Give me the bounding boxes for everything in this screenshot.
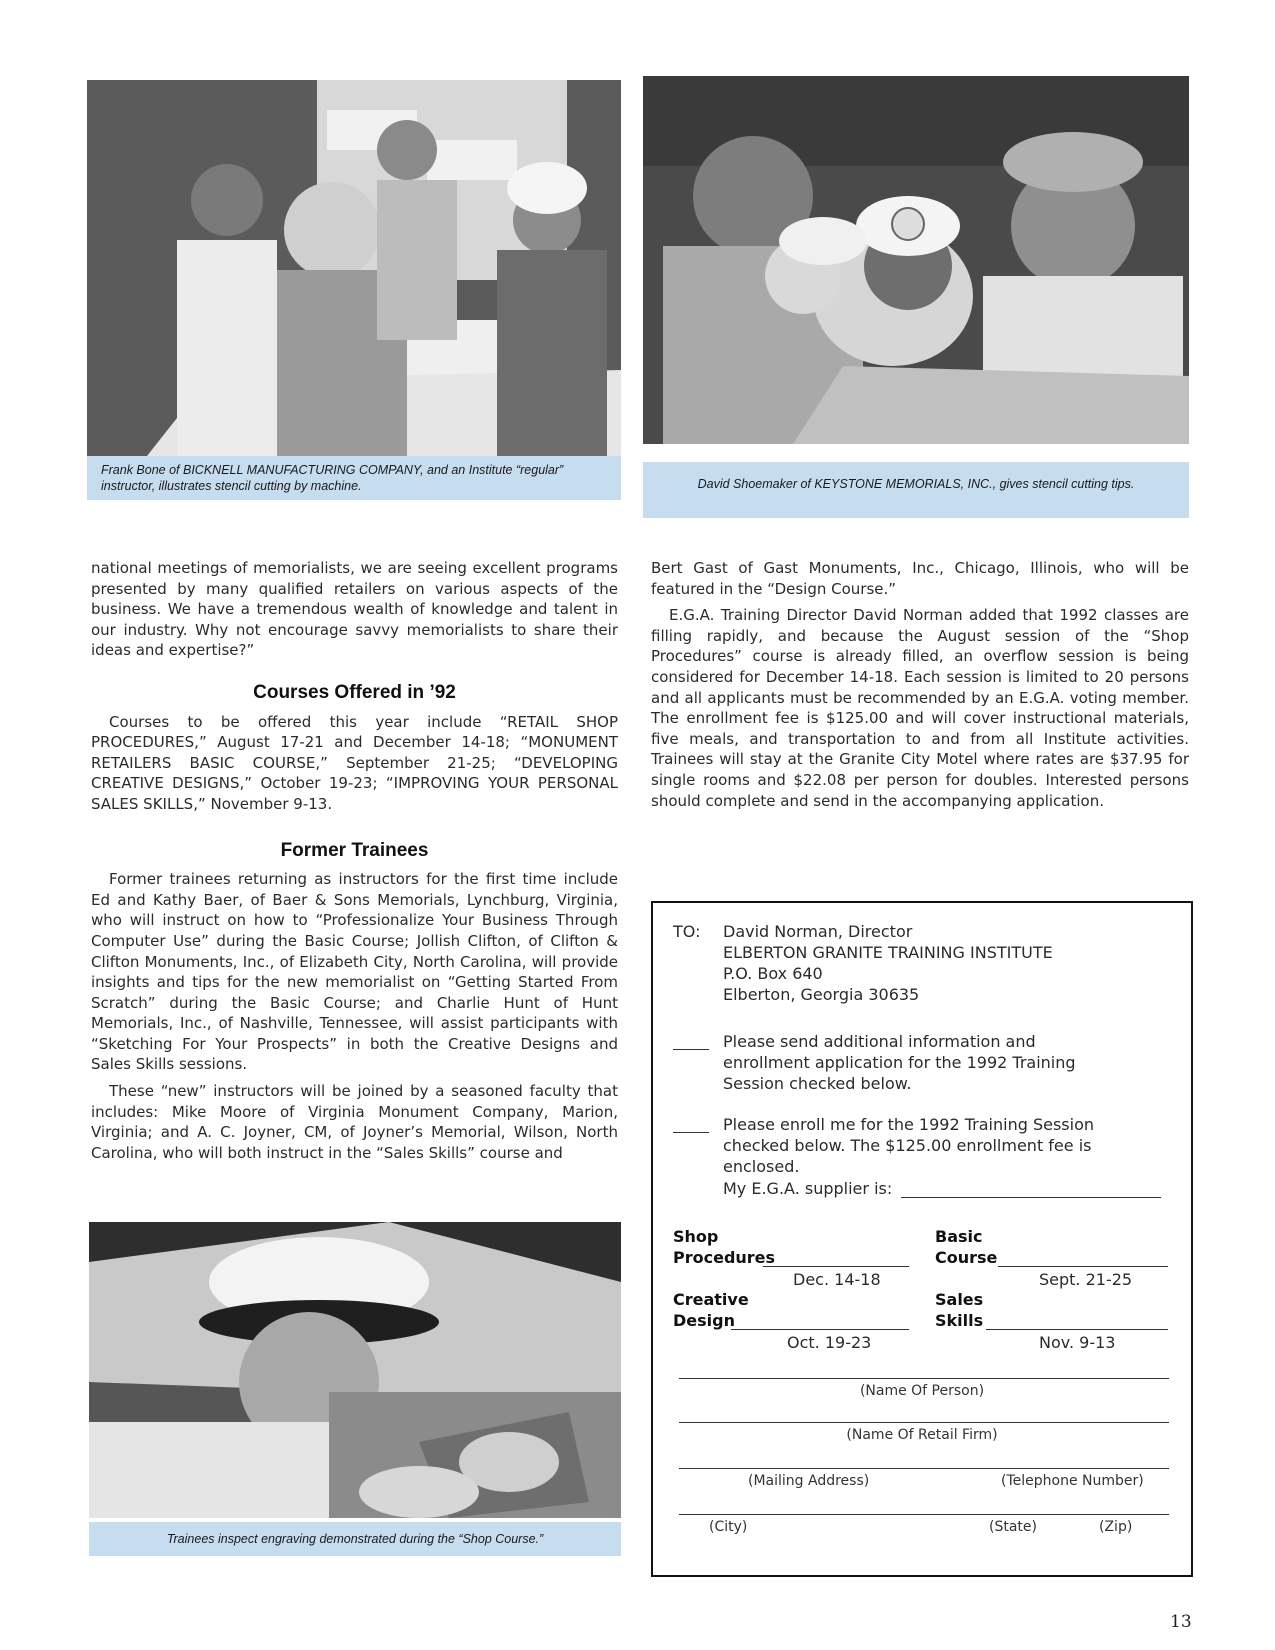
enrollment-form (651, 901, 1193, 1577)
right-paragraph-1: Bert Gast of Gast Monuments, Inc., Chicago, Illinois, who will be featured in the “Design Course.” (651, 559, 1189, 598)
city-state-zip-line[interactable] (679, 1514, 1169, 1515)
trainees-paragraph: Former trainees returning as instructors for the first time include Ed and Kathy Baer, of Baer & Sons Memorials, Lynchburg, Virginia, who will instruct on how to “Professionalize Your Business Through Computer Use” during the Basic Course; Jollish Clifton, of Clifton & Clifton Monuments, Inc., of Elizabeth City, North Carolina, will provide insights and tips for the new memorialist on “Getting Started From Scratch” during the Basic Course; and Charlie Hunt of Hunt Memorials, Inc., of Nashville, Tennessee, will assist participants with “Sketching For Your Prospects” in both the Creative Designs and Sales Skills sessions. (91, 870, 618, 1074)
name-firm-label: (Name Of Retail Firm) (846, 1427, 998, 1443)
faculty-paragraph: These “new” instructors will be joined by a seasoned faculty that includes: Mike Moore of Virginia Monument Company, Marion, Virginia; and A. C. Joyner, CM, of Joyner’s Memorial, Wilson, North Carolina, who will both instruct in the “Sales Skills” course and (91, 1082, 618, 1162)
sales-skills-check-line[interactable] (986, 1329, 1168, 1330)
courses-paragraph: Courses to be offered this year include “RETAIL SHOP PROCEDURES,” August 17-21 and December 14-18; “MONUMENT RETAILERS BASIC COURSE,” September 21-25; “DEVELOPING CREATIVE DESIGNS,” October 19-23; “IMPROVING YOUR PERSONAL SALES SKILLS,” November 9-13. (91, 712, 618, 813)
sales-date: Nov. 9-13 (1039, 1333, 1116, 1352)
heading-courses-offered: Courses Offered in ’92 (253, 681, 456, 703)
shop-label-2: Procedures (673, 1248, 776, 1267)
supplier-label: My E.G.A. supplier is: (723, 1179, 893, 1198)
intro-paragraph: national meetings of memorialists, we are seeing excellent programs presented by many qualified retailers on various aspects of the business. We have a tremendous wealth of knowledge and talent in our industry. Why not encourage savvy memorialists to share their ideas and expertise?” (91, 559, 618, 660)
address-name: David Norman, Director (723, 922, 913, 941)
to-label: TO: (673, 922, 701, 941)
option-info-text: Please send additional information and enrollment application for the 1992 Training Session checked below. (723, 1032, 1076, 1093)
shop-label-1: Shop (673, 1227, 719, 1246)
zip-label: (Zip) (1099, 1519, 1133, 1535)
sales-label-1: Sales (935, 1290, 984, 1309)
name-firm-line[interactable] (679, 1422, 1169, 1423)
creative-date: Oct. 19-23 (787, 1333, 872, 1352)
photo-stencil-tips (643, 76, 1189, 444)
mailing-address-line[interactable] (679, 1468, 1169, 1469)
basic-label-2: Course (935, 1248, 998, 1267)
basic-label-1: Basic (935, 1227, 983, 1246)
caption-text: David Shoemaker of KEYSTONE MEMORIALS, INC., gives stencil cutting tips. (697, 477, 1135, 491)
photo-engraving-inspection (89, 1222, 621, 1518)
caption-text: Frank Bone of BICKNELL MANUFACTURING COMPANY, and an Institute “regular” instructor, illustrates stencil cutting by machine. (101, 463, 564, 493)
right-paragraph-2: E.G.A. Training Director David Norman added that 1992 classes are filling rapidly, and because the August session of the “Shop Procedures” course is already filled, an overflow session is being considered for December 14-18. Each session is limited to 20 persons and all applicants must be recommended by an E.G.A. voting member. The enrollment fee is $125.00 and will cover instructional materials, five meals, and transportation to and from all Institute activities. Trainees will stay at the Granite City Motel where rates are $37.95 for single rooms and $22.08 per person for doubles. Interested persons should complete and send in the accompanying application. (651, 606, 1189, 810)
creative-label-2: Design (673, 1311, 735, 1330)
caption-top-right (643, 462, 1189, 518)
basic-date: Sept. 21-25 (1039, 1270, 1133, 1289)
shop-date: Dec. 14-18 (793, 1270, 881, 1289)
photo-stencil-machine (87, 80, 621, 456)
creative-design-check-line[interactable] (731, 1329, 909, 1330)
caption-text: Trainees inspect engraving demonstrated during the “Shop Course.” (166, 1532, 544, 1546)
name-person-line[interactable] (679, 1378, 1169, 1379)
basic-course-check-line[interactable] (998, 1266, 1168, 1267)
address-city: Elberton, Georgia 30635 (723, 985, 920, 1004)
telephone-label: (Telephone Number) (1001, 1473, 1144, 1489)
checkbox-line-info[interactable] (673, 1049, 709, 1050)
creative-label-1: Creative (673, 1290, 749, 1309)
state-label: (State) (989, 1519, 1037, 1535)
name-person-label: (Name Of Person) (859, 1383, 985, 1399)
address-org: ELBERTON GRANITE TRAINING INSTITUTE (723, 943, 1053, 962)
heading-former-trainees: Former Trainees (280, 839, 429, 861)
mailing-address-label: (Mailing Address) (748, 1473, 870, 1489)
city-label: (City) (709, 1519, 748, 1535)
checkbox-line-enroll[interactable] (673, 1132, 709, 1133)
caption-top-left (87, 456, 621, 500)
sales-label-2: Skills (935, 1311, 984, 1330)
shop-procedures-check-line[interactable] (763, 1266, 909, 1267)
right-column (651, 558, 1189, 817)
option-enroll-text: Please enroll me for the 1992 Training Session checked below. The $125.00 enrollment fee is enclosed. (723, 1115, 1094, 1176)
address-box: P.O. Box 640 (723, 964, 823, 983)
page-number: 13 (1170, 1612, 1192, 1632)
supplier-input-line[interactable] (901, 1197, 1161, 1198)
caption-bottom-left (89, 1522, 621, 1556)
left-column (91, 558, 618, 1169)
